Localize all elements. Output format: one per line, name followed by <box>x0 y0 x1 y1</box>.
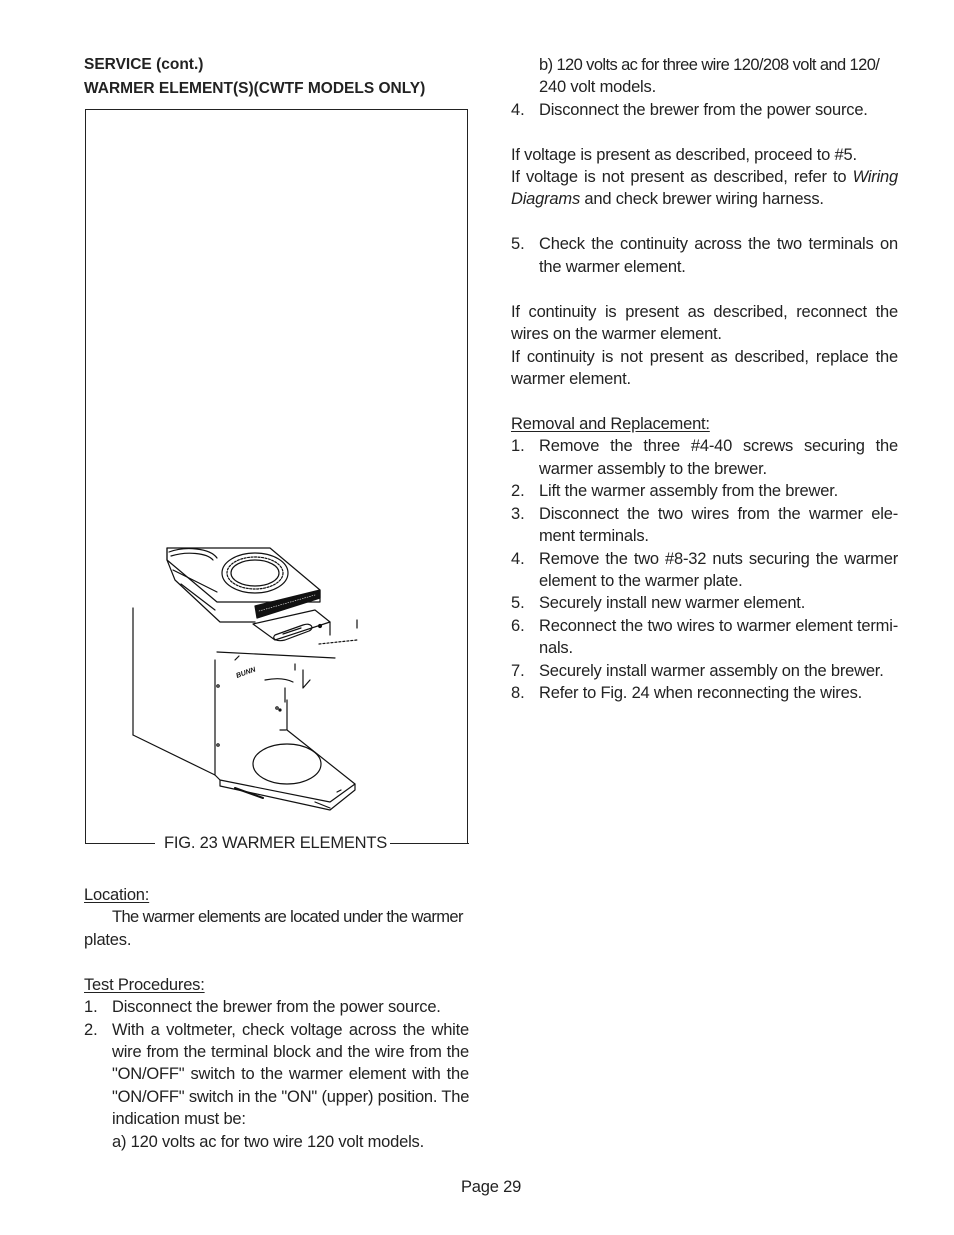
test-step-2-line: wire from the terminal block and the wire from the <box>112 1043 469 1061</box>
removal-step-5: Securely install new warmer element. <box>539 594 806 612</box>
location-text-cont: plates. <box>84 931 132 949</box>
continuity-present-text: If continuity is present as described, reconnect the <box>511 303 898 321</box>
removal-step-1: Remove the three #4-40 screws securing the <box>539 437 898 455</box>
figure-caption: FIG. 23 WARMER ELEMENTS <box>164 834 388 852</box>
test-step-2-option-a: a) 120 volts ac for two wire 120 volt models. <box>112 1133 424 1151</box>
removal-step-6-cont: nals. <box>539 639 573 657</box>
step-number: 5. <box>511 594 525 612</box>
test-step-5-cont: the warmer element. <box>539 258 686 276</box>
voltage-absent-text: If voltage is not present as described, refer to Wiring <box>511 168 898 186</box>
step-number: 1. <box>84 998 98 1016</box>
continuity-absent-text-cont: warmer element. <box>511 370 631 388</box>
step-number: 5. <box>511 235 525 253</box>
removal-step-1-cont: warmer assembly to the brewer. <box>539 460 767 478</box>
removal-step-6: Reconnect the two wires to warmer element termi- <box>539 617 898 635</box>
test-step-5: Check the continuity across the two terminals on <box>539 235 898 253</box>
removal-step-3-cont: ment terminals. <box>539 527 649 545</box>
removal-step-7: Securely install warmer assembly on the brewer. <box>539 662 884 680</box>
step-number: 2. <box>84 1021 98 1039</box>
test-step-2-line: indication must be: <box>112 1110 246 1128</box>
removal-step-8: Refer to Fig. 24 when reconnecting the wires. <box>539 684 863 702</box>
bunn-logo: BUNN <box>235 666 257 680</box>
removal-step-2: Lift the warmer assembly from the brewer. <box>539 482 838 500</box>
test-step-2-option-b-cont: 240 volt models. <box>539 78 656 96</box>
removal-step-4: Remove the two #8-32 nuts securing the warmer <box>539 550 898 568</box>
step-number: 1. <box>511 437 525 455</box>
continuity-present-text-cont: wires on the warmer element. <box>511 325 722 343</box>
voltage-absent-text-cont: Diagrams and check brewer wiring harness. <box>511 190 824 208</box>
test-step-1: Disconnect the brewer from the power source. <box>112 998 441 1016</box>
section-heading: SERVICE (cont.) <box>84 56 204 73</box>
voltage-present-text: If voltage is present as described, proceed to #5. <box>511 146 857 164</box>
test-step-2-line: "ON/OFF" switch in the "ON" (upper) position. The <box>112 1088 470 1106</box>
location-text: The warmer elements are located under the warmer <box>112 908 463 926</box>
test-step-2-line: With a voltmeter, check voltage across the white <box>112 1021 469 1039</box>
step-number: 2. <box>511 482 525 500</box>
section-subheading: WARMER ELEMENT(S)(CWTF MODELS ONLY) <box>84 80 426 97</box>
test-step-2-option-b: b) 120 volts ac for three wire 120/208 volt and 120/ <box>539 56 880 74</box>
test-procedures-heading: Test Procedures: <box>84 976 205 994</box>
step-number: 4. <box>511 550 525 568</box>
continuity-absent-text: If continuity is not present as described, replace the <box>511 348 898 366</box>
step-number: 4. <box>511 101 525 119</box>
step-number: 7. <box>511 662 525 680</box>
removal-step-4-cont: element to the warmer plate. <box>539 572 743 590</box>
step-number: 3. <box>511 505 525 523</box>
removal-heading: Removal and Replacement: <box>511 415 710 433</box>
test-step-4: Disconnect the brewer from the power source. <box>539 101 868 119</box>
figure-frame-bottom-left <box>85 843 155 844</box>
figure-frame-bottom-right <box>390 843 469 844</box>
removal-step-3: Disconnect the two wires from the warmer ele- <box>539 505 898 523</box>
step-number: 8. <box>511 684 525 702</box>
step-number: 6. <box>511 617 525 635</box>
page-number: Page 29 <box>461 1178 522 1196</box>
test-step-2-line: "ON/OFF" switch to the warmer element with the <box>112 1065 469 1083</box>
location-heading: Location: <box>84 886 150 904</box>
brewer-illustration <box>125 540 365 820</box>
